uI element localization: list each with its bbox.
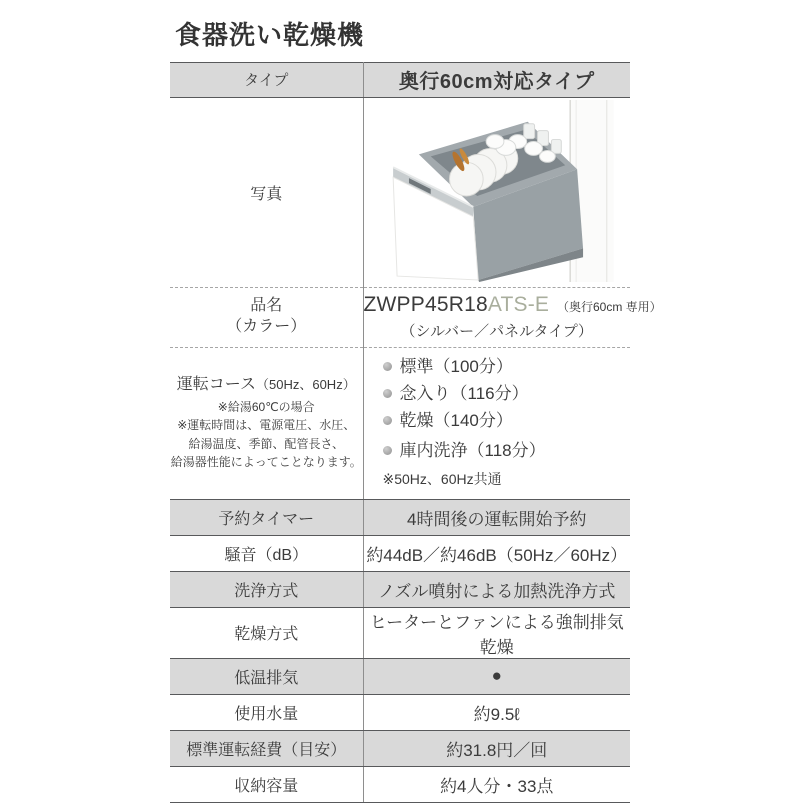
row-label: 乾燥方式 [170, 607, 363, 658]
table-row-type [170, 62, 630, 97]
model-number [363, 293, 662, 317]
name-label-line1: 品名 [250, 297, 283, 315]
row-label: 使用水量 [170, 694, 363, 730]
bullet-icon [383, 389, 392, 398]
row-value: ノズル噴射による加熱洗浄方式 [363, 571, 630, 607]
bullet-icon [383, 362, 392, 371]
course-note-1: ※給湯60℃の場合 [217, 399, 315, 414]
row-label-photo: 写真 [170, 97, 363, 287]
course-note-2b: 給湯温度、季節、配管長さ、 [188, 436, 345, 451]
table-row-timer [170, 499, 630, 535]
model-number-suffix: ATS-E [487, 293, 550, 317]
row-label-name [170, 287, 363, 347]
row-value: ヒーターとファンによる強制排気乾燥 [363, 607, 630, 658]
model-depth-note: （奥行60cm 専用） [557, 300, 662, 315]
table-row-running-cost [170, 730, 630, 766]
table-row-capacity [170, 766, 630, 802]
table-row-course [170, 347, 630, 499]
row-value: 約4人分・33点 [363, 766, 630, 802]
bullet-icon [383, 446, 392, 455]
table-row-photo [170, 97, 630, 287]
row-label: 収納容量 [170, 766, 363, 802]
row-value-course [363, 347, 630, 499]
course-list [364, 358, 631, 459]
course-common-note: ※50Hz、60Hz共通 [382, 470, 502, 487]
bullet-icon [383, 416, 392, 425]
course-note-2a: ※運転時間は、電源電圧、水圧、 [177, 418, 356, 433]
table-row-low-temp-exhaust [170, 658, 630, 694]
row-value: 約9.5ℓ [363, 694, 630, 730]
spec-table [170, 62, 662, 803]
list-item: 念入り（116分） [383, 385, 631, 402]
row-label: 洗浄方式 [170, 571, 363, 607]
course-label: 運転コース（50Hz、60Hz） [176, 376, 356, 394]
row-label: 騒音（dB） [170, 535, 363, 571]
list-item: 庫内洗浄（118分） [383, 442, 631, 459]
table-row-water-usage [170, 694, 630, 730]
feature-dot: ● [363, 658, 630, 694]
name-label-line2: （カラー） [226, 318, 307, 336]
row-value: 4時間後の運転開始予約 [363, 499, 630, 535]
row-label: 標準運転経費（目安） [170, 730, 363, 766]
product-photo [378, 100, 615, 282]
list-item: 乾燥（140分） [383, 412, 631, 429]
row-value-type: 奥行60cm対応タイプ [363, 62, 630, 97]
row-label-type: タイプ [170, 62, 363, 97]
model-color-note: （シルバー／パネルタイプ） [400, 323, 593, 341]
row-value: 約31.8円／回 [363, 730, 630, 766]
page-title: 食器洗い乾燥機 [175, 20, 365, 50]
list-item: 標準（100分） [383, 358, 631, 375]
row-label: 予約タイマー [170, 499, 363, 535]
row-value: 約44dB／約46dB（50Hz／60Hz） [363, 535, 630, 571]
row-label: 低温排気 [170, 658, 363, 694]
table-row-name [170, 287, 630, 347]
row-label-course [170, 347, 363, 499]
model-number-main: ZWPP45R18 [363, 293, 488, 317]
row-value-name [363, 287, 662, 347]
dishwasher-drawer-illustration [378, 100, 615, 282]
table-row-noise [170, 535, 630, 571]
spec-sheet [170, 20, 662, 803]
table-row-wash-method [170, 571, 630, 607]
course-note-2c: 給湯器性能によってことなります。 [170, 455, 362, 470]
table-row-dry-method [170, 607, 630, 658]
